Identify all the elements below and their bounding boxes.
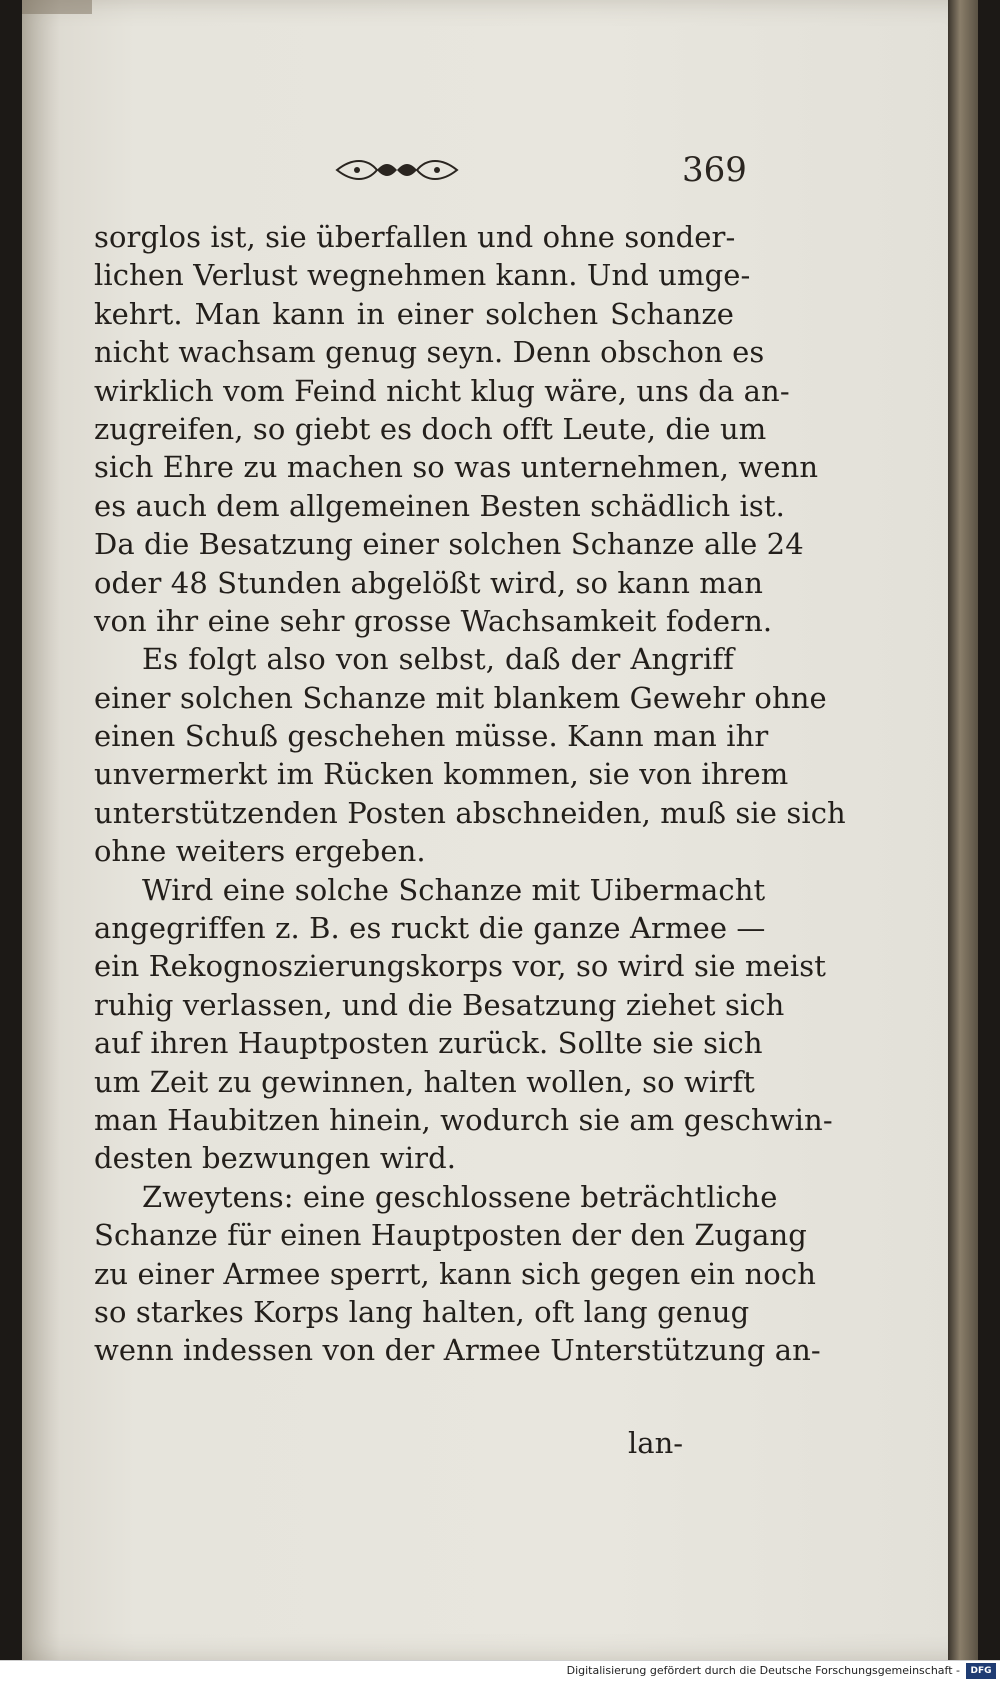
catchword: lan- xyxy=(628,1426,684,1460)
text-line: sorglos ist, sie überfallen und ohne sonder- xyxy=(94,220,736,254)
book-gutter xyxy=(948,0,978,1660)
text-line: Da die Besatzung einer solchen Schanze alle 24 xyxy=(94,527,804,562)
dfg-logo-icon: DFG xyxy=(966,1663,996,1679)
text-line: ruhig verlassen, und die Besatzung ziehet sich xyxy=(94,987,785,1022)
printers-flower-ornament-icon xyxy=(332,156,462,184)
text-line: wirklich vom Feind nicht klug wäre, uns da an- xyxy=(94,373,790,408)
footer-credit: Digitalisierung gefördert durch die Deutsche Forschungsgemeinschaft - xyxy=(566,1664,960,1677)
text-line: Es folgt also von selbst, daß der Angriff xyxy=(142,642,734,677)
text-line: Schanze für einen Hauptposten der den Zugang xyxy=(94,1218,807,1253)
text-line: man Haubitzen hinein, wodurch sie am geschwin- xyxy=(94,1102,833,1137)
text-line: unvermerkt im Rücken kommen, sie von ihrem xyxy=(94,757,789,792)
text-line: lichen Verlust wegnehmen kann. Und umge- xyxy=(94,258,751,293)
text-line: kehrt. Man kann in einer solchen Schanze xyxy=(94,296,734,331)
text-line: Wird eine solche Schanze mit Uibermacht xyxy=(142,872,766,907)
page-header xyxy=(22,150,972,190)
text-line: zu einer Armee sperrt, kann sich gegen ein noch xyxy=(94,1256,816,1291)
text-line: nicht wachsam genug seyn. Denn obschon es xyxy=(94,335,765,370)
text-line: Zweytens: eine geschlossene beträchtliche xyxy=(142,1179,778,1214)
body-text xyxy=(94,218,846,1370)
page-corner-stain xyxy=(22,0,92,14)
page-number: 369 xyxy=(682,150,747,190)
text-line: sich Ehre zu machen so was unternehmen, wenn xyxy=(94,450,819,485)
text-line: es auch dem allgemeinen Besten schädlich ist. xyxy=(94,488,785,523)
text-line: oder 48 Stunden abgelößt wird, so kann man xyxy=(94,565,764,600)
text-line: so starkes Korps lang halten, oft lang genug xyxy=(94,1294,750,1329)
text-line: angegriffen z. B. es ruckt die ganze Armee — xyxy=(94,911,766,946)
text-line: einen Schuß geschehen müsse. Kann man ihr xyxy=(94,719,769,754)
text-line: von ihr eine sehr grosse Wachsamkeit fodern. xyxy=(94,603,773,638)
book-page xyxy=(22,0,972,1660)
text-line: unterstützenden Posten abschneiden, muß sie sich xyxy=(94,795,846,830)
text-line: desten bezwungen wird. xyxy=(94,1141,457,1176)
text-line: zugreifen, so giebt es doch offt Leute, die um xyxy=(94,411,767,446)
text-line: einer solchen Schanze mit blankem Gewehr ohne xyxy=(94,680,827,715)
text-line: ein Rekognoszierungskorps vor, so wird sie meist xyxy=(94,949,826,984)
text-line: um Zeit zu gewinnen, halten wollen, so wirft xyxy=(94,1064,755,1099)
text-line: ohne weiters ergeben. xyxy=(94,834,426,869)
footer-bar xyxy=(0,1660,1000,1682)
text-line: wenn indessen von der Armee Unterstützung an- xyxy=(94,1333,821,1368)
text-line: auf ihren Hauptposten zurück. Sollte sie sich xyxy=(94,1026,763,1061)
